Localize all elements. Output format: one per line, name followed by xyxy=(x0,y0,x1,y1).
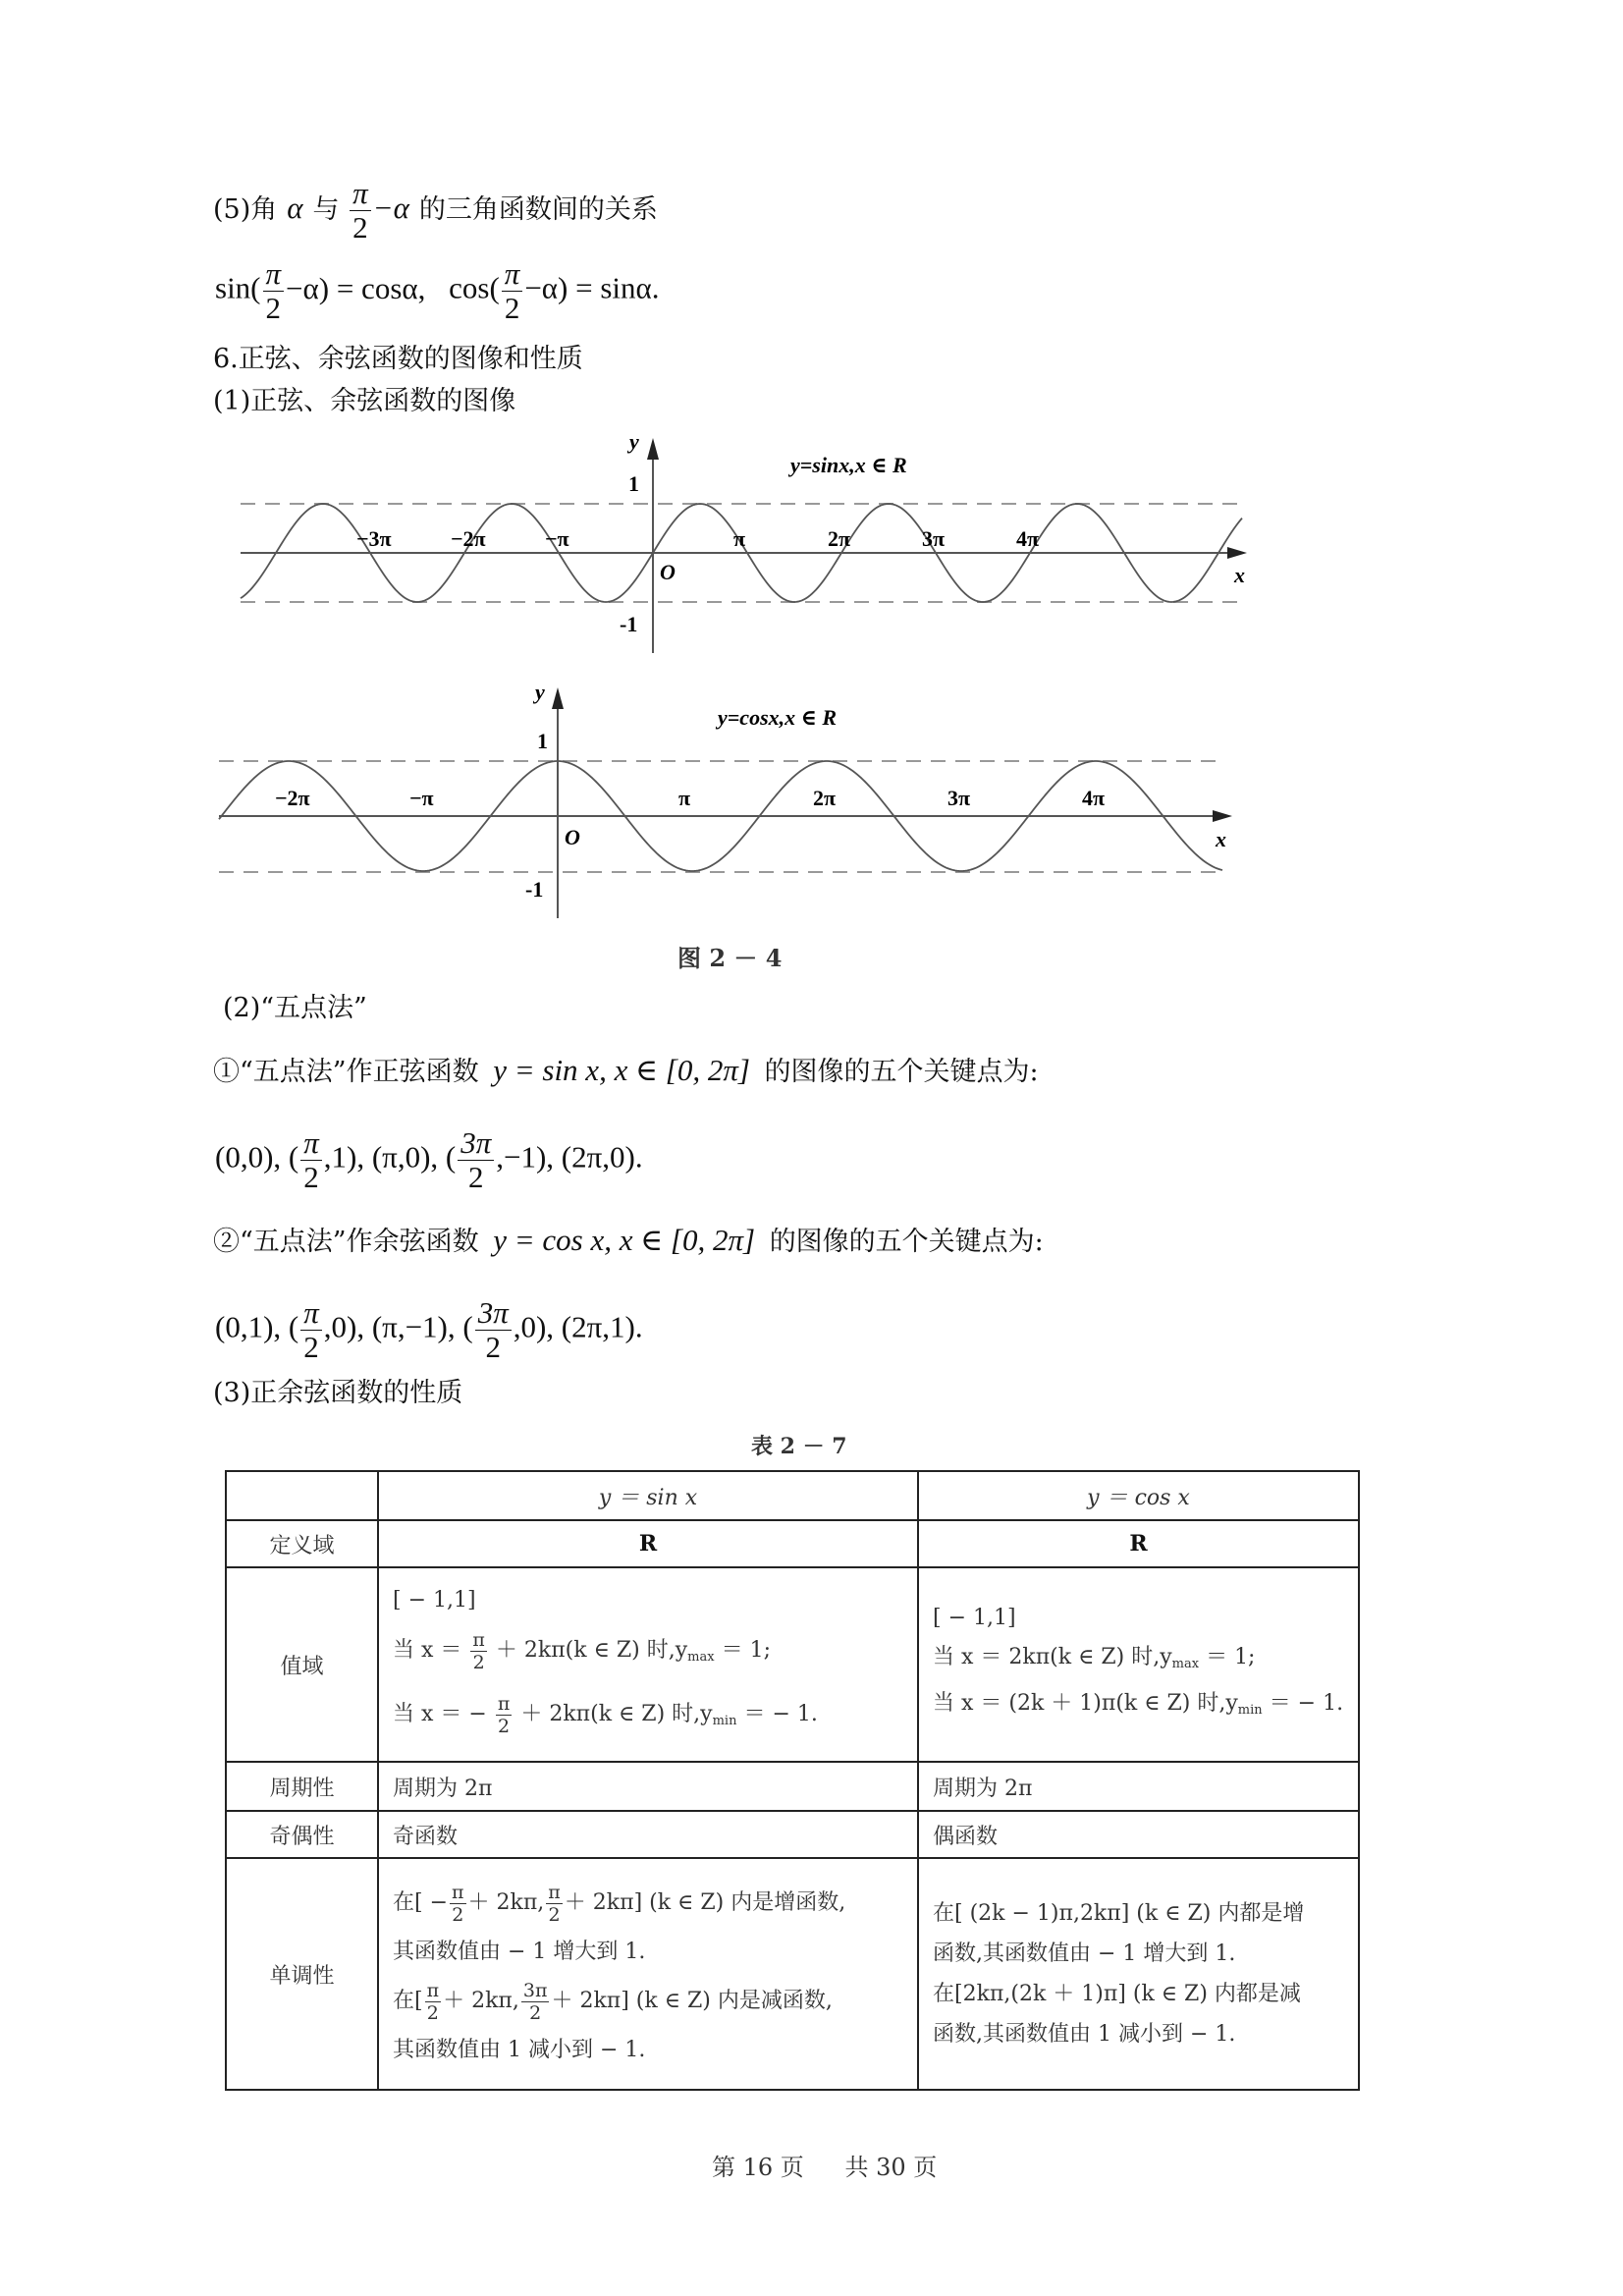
five-point-title: (2)“五点法” xyxy=(223,993,367,1023)
table-row-range: 值域 [ − 1,1] 当 x ＝ $\frac{\pi}{2}$ ＋ 2kπ(k ∈ Z) 时$,y_{max} = 1$; 当 x ＝ − $\frac{\pi}{2}$ ＋ 2kπ(k ∈ Z) 时$,y_{min}$ ＝ − 1. [ − 1,1] 当 x ＝ 2kπ(k ∈ Z) 时$,y_{max} = 1$; 当 x ＝ (2k ＋ 1)π(k ∈ Z) 时$,y_{min}$ ＝ − 1. xyxy=(226,1567,1359,1762)
five-point-item2-points: (0,1), ( $\frac{\pi}{2}$ ,0), (π,−1), ( $\frac{3\pi}{2}$ ,0), (2π,1). xyxy=(215,1295,643,1364)
page-footer xyxy=(712,2151,937,2184)
five-point-item1-points: (0,0), ( $\frac{\pi}{2}$ ,1), (π,0), ( $\frac{3\pi}{2}$ ,−1), (2π,0). xyxy=(215,1125,643,1194)
sine-tick-label: −3π xyxy=(356,526,392,551)
cosine-tick-label: −π xyxy=(409,786,434,810)
cosine-x-axis-label: x xyxy=(1216,827,1226,851)
table-header-row xyxy=(226,1471,1359,1520)
cosine-tick-label: −2π xyxy=(275,786,310,810)
cosine-tick-label: 2π xyxy=(813,786,837,810)
sine-origin-label: O xyxy=(660,560,676,584)
table-caption: 表 2 － 7 xyxy=(751,1434,847,1459)
five-point-item2: ②“五点法”作余弦函数 y = cos x, x ∈ [0, 2π] 的图像的五个关键点为: xyxy=(213,1223,1044,1257)
five-point-item1: ①“五点法”作正弦函数 y = sin x, x ∈ [0, 2π] 的图像的五个关键点为: xyxy=(213,1053,1039,1087)
page-number: 第 16 页 xyxy=(712,2154,804,2181)
cosine-graph xyxy=(211,678,1262,923)
cosine-x-arrow xyxy=(1213,810,1232,822)
table-row-monotonic: 单调性 在[ − $\frac{\pi}{2}$ ＋ 2kπ, $\frac{\pi}{2}$ ＋ 2kπ] (k ∈ Z) 内是增函数, 其函数值由 − 1 增大到 1. 在[ $\frac{\pi}{2}$ ＋ 2kπ, $\frac{3\pi}{2}$ ＋ 2kπ] (k ∈ Z) 内是减函数, 其函数值由 1 减小到 − 1. 在[ (2k − 1)π,2kπ] (k ∈ Z) 内都是增 函数,其函数值由 − 1 增大到 1. 在[2kπ,(2k ＋ 1)π] (k ∈ Z) 内都是减 函数,其函数值由 1 减小到 − 1. xyxy=(226,1858,1359,2090)
cosine-label: y=cosx,x ∈ R xyxy=(718,705,838,730)
sine-tick-label: 3π xyxy=(922,526,946,551)
cosine-tick-label: 3π xyxy=(947,786,971,810)
cosine-tick-label: 4π xyxy=(1082,786,1106,810)
figure-caption: 图 2 － 4 xyxy=(677,944,783,972)
section6-title: 6.正弦、余弦函数的图像和性质 xyxy=(213,344,583,374)
sine-tick-label: −2π xyxy=(451,526,486,551)
monotonic-cos-cell: 在[ (2k − 1)π,2kπ] (k ∈ Z) 内都是增 函数,其函数值由 − 1 增大到 1. 在[2kπ,(2k ＋ 1)π] (k ∈ Z) 内都是减 函数,其函数值由 1 减小到 − 1. xyxy=(918,1858,1359,2090)
cofunction-formulas: sin( $\frac{\pi}{2}$ −α) = cosα, cos( $\frac{\pi}{2}$ −α) = sinα. xyxy=(215,256,660,325)
sine-x-arrow xyxy=(1227,547,1247,559)
pi-over-2-fraction: $\frac{\pi}{2}$ xyxy=(350,177,371,245)
section5-heading: (5)角 α 与 $\frac{\pi}{2}$ −α 的三角函数间的关系 xyxy=(213,176,658,245)
table-row-period: 周期性 周期为 2π 周期为 2π xyxy=(226,1762,1359,1811)
sine-tick-label: 2π xyxy=(828,526,851,551)
cosine-origin-label: O xyxy=(565,825,580,849)
sine-tick-labels xyxy=(356,526,1039,551)
sine-tick-label: −π xyxy=(545,526,569,551)
sine-tick-label: 4π xyxy=(1016,526,1040,551)
cosine-y-arrow xyxy=(552,687,564,709)
table-row-domain: 定义域 R R xyxy=(226,1520,1359,1567)
sine-ymax-label: 1 xyxy=(628,471,639,496)
cosine-y-axis-label: y xyxy=(535,680,545,704)
section6-sub1: (1)正弦、余弦函数的图像 xyxy=(213,386,516,416)
cosine-ymax-label: 1 xyxy=(537,729,548,753)
table-row-parity: 奇偶性 奇函数 偶函数 xyxy=(226,1811,1359,1858)
sine-y-axis-label: y xyxy=(629,432,639,454)
range-sin-cell: [ − 1,1] 当 x ＝ $\frac{\pi}{2}$ ＋ 2kπ(k ∈ Z) 时$,y_{max} = 1$; 当 x ＝ − $\frac{\pi}{2}$ ＋ 2kπ(k ∈ Z) 时$,y_{min}$ ＝ − 1. xyxy=(378,1567,918,1762)
page-total: 共 30 页 xyxy=(844,2154,938,2181)
col-header-sin: y ＝ sin x xyxy=(378,1471,918,1520)
sine-x-axis-label: x xyxy=(1234,563,1245,587)
col-header-cos: y ＝ cos x xyxy=(918,1471,1359,1520)
properties-table xyxy=(225,1470,1360,2091)
sine-tick-label: π xyxy=(733,526,746,551)
cosine-tick-label: π xyxy=(678,786,691,810)
cosine-ymin-label: -1 xyxy=(525,877,544,902)
sine-label: y=sinx,x ∈ R xyxy=(790,453,907,477)
sine-ymin-label: -1 xyxy=(620,612,638,636)
range-cos-cell: [ − 1,1] 当 x ＝ 2kπ(k ∈ Z) 时$,y_{max} = 1$; 当 x ＝ (2k ＋ 1)π(k ∈ Z) 时$,y_{min}$ ＝ − 1. xyxy=(918,1567,1359,1762)
monotonic-sin-cell: 在[ − $\frac{\pi}{2}$ ＋ 2kπ, $\frac{\pi}{2}$ ＋ 2kπ] (k ∈ Z) 内是增函数, 其函数值由 − 1 增大到 1. 在[ $\frac{\pi}{2}$ ＋ 2kπ, $\frac{3\pi}{2}$ ＋ 2kπ] (k ∈ Z) 内是减函数, 其函数值由 1 减小到 − 1. xyxy=(378,1858,918,2090)
sine-graph xyxy=(221,432,1262,658)
props-title: (3)正余弦函数的性质 xyxy=(213,1378,463,1408)
cosine-tick-labels xyxy=(275,786,1105,810)
sine-y-arrow xyxy=(647,438,659,460)
